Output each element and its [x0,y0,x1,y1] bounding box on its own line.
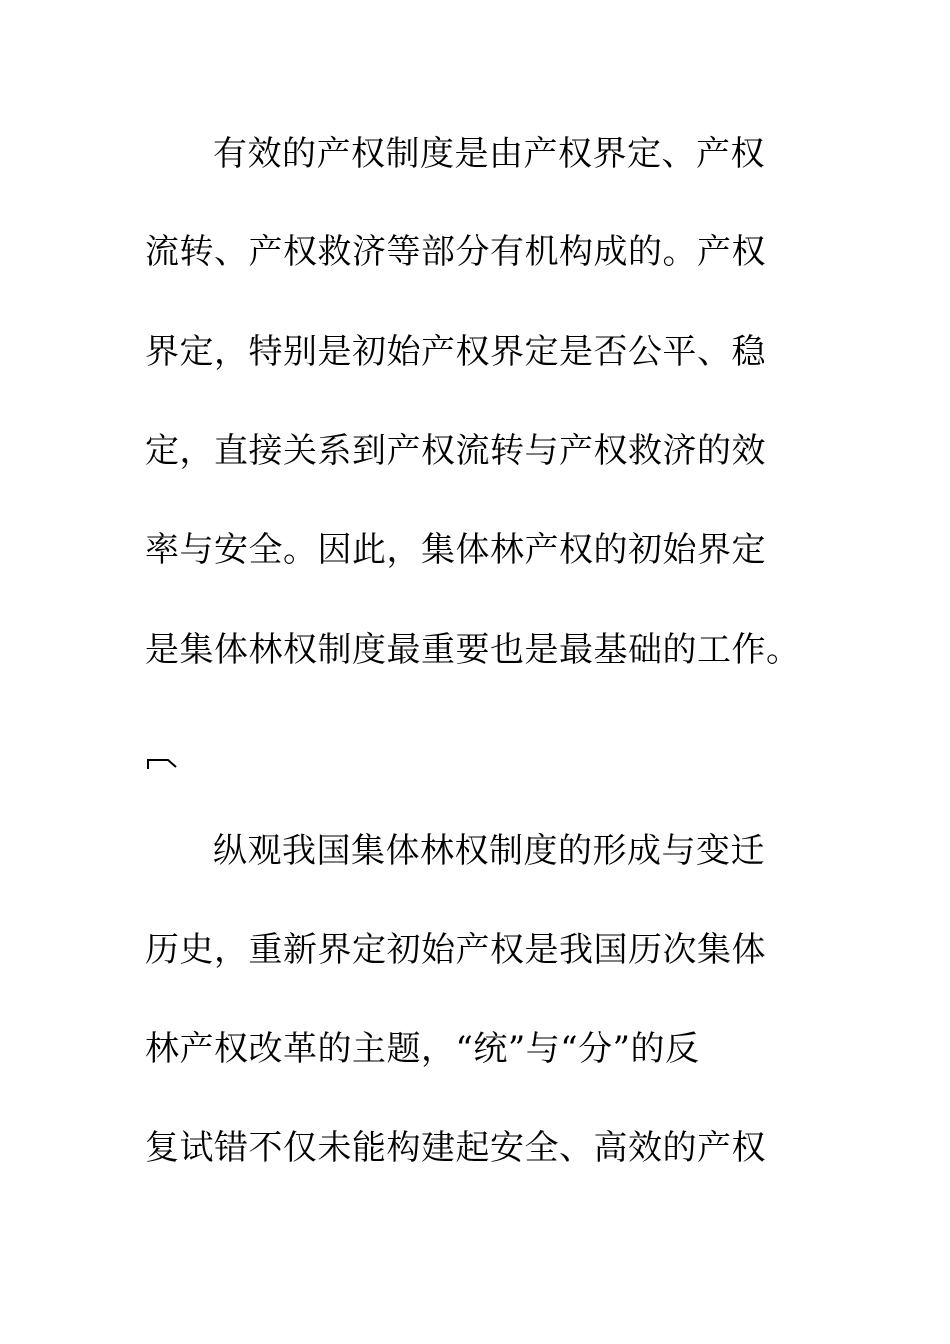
section-bracket-mark [147,758,177,770]
paragraph-1-line-6: 是集体林权制度最重要也是最基础的工作。 [145,630,801,670]
paragraph-1-line-2: 流转、产权救济等部分有机构成的。产权 [145,232,766,272]
paragraph-1-line-4: 定，直接关系到产权流转与产权救济的效 [145,431,766,471]
paragraph-1-line-1: 有效的产权制度是由产权界定、产权 [213,134,765,174]
paragraph-2-line-1: 纵观我国集体林权制度的形成与变迁 [213,831,765,871]
paragraph-2-line-4: 复试错不仅未能构建起安全、高效的产权 [145,1128,766,1168]
paragraph-2-line-3: 林产权改革的主题，“统”与“分”的反 [145,1029,700,1069]
paragraph-2-line-2: 历史，重新界定初始产权是我国历次集体 [145,930,766,970]
paragraph-1-line-5: 率与安全。因此，集体林产权的初始界定 [145,530,766,570]
paragraph-1-line-3: 界定，特别是初始产权界定是否公平、稳 [145,332,766,372]
